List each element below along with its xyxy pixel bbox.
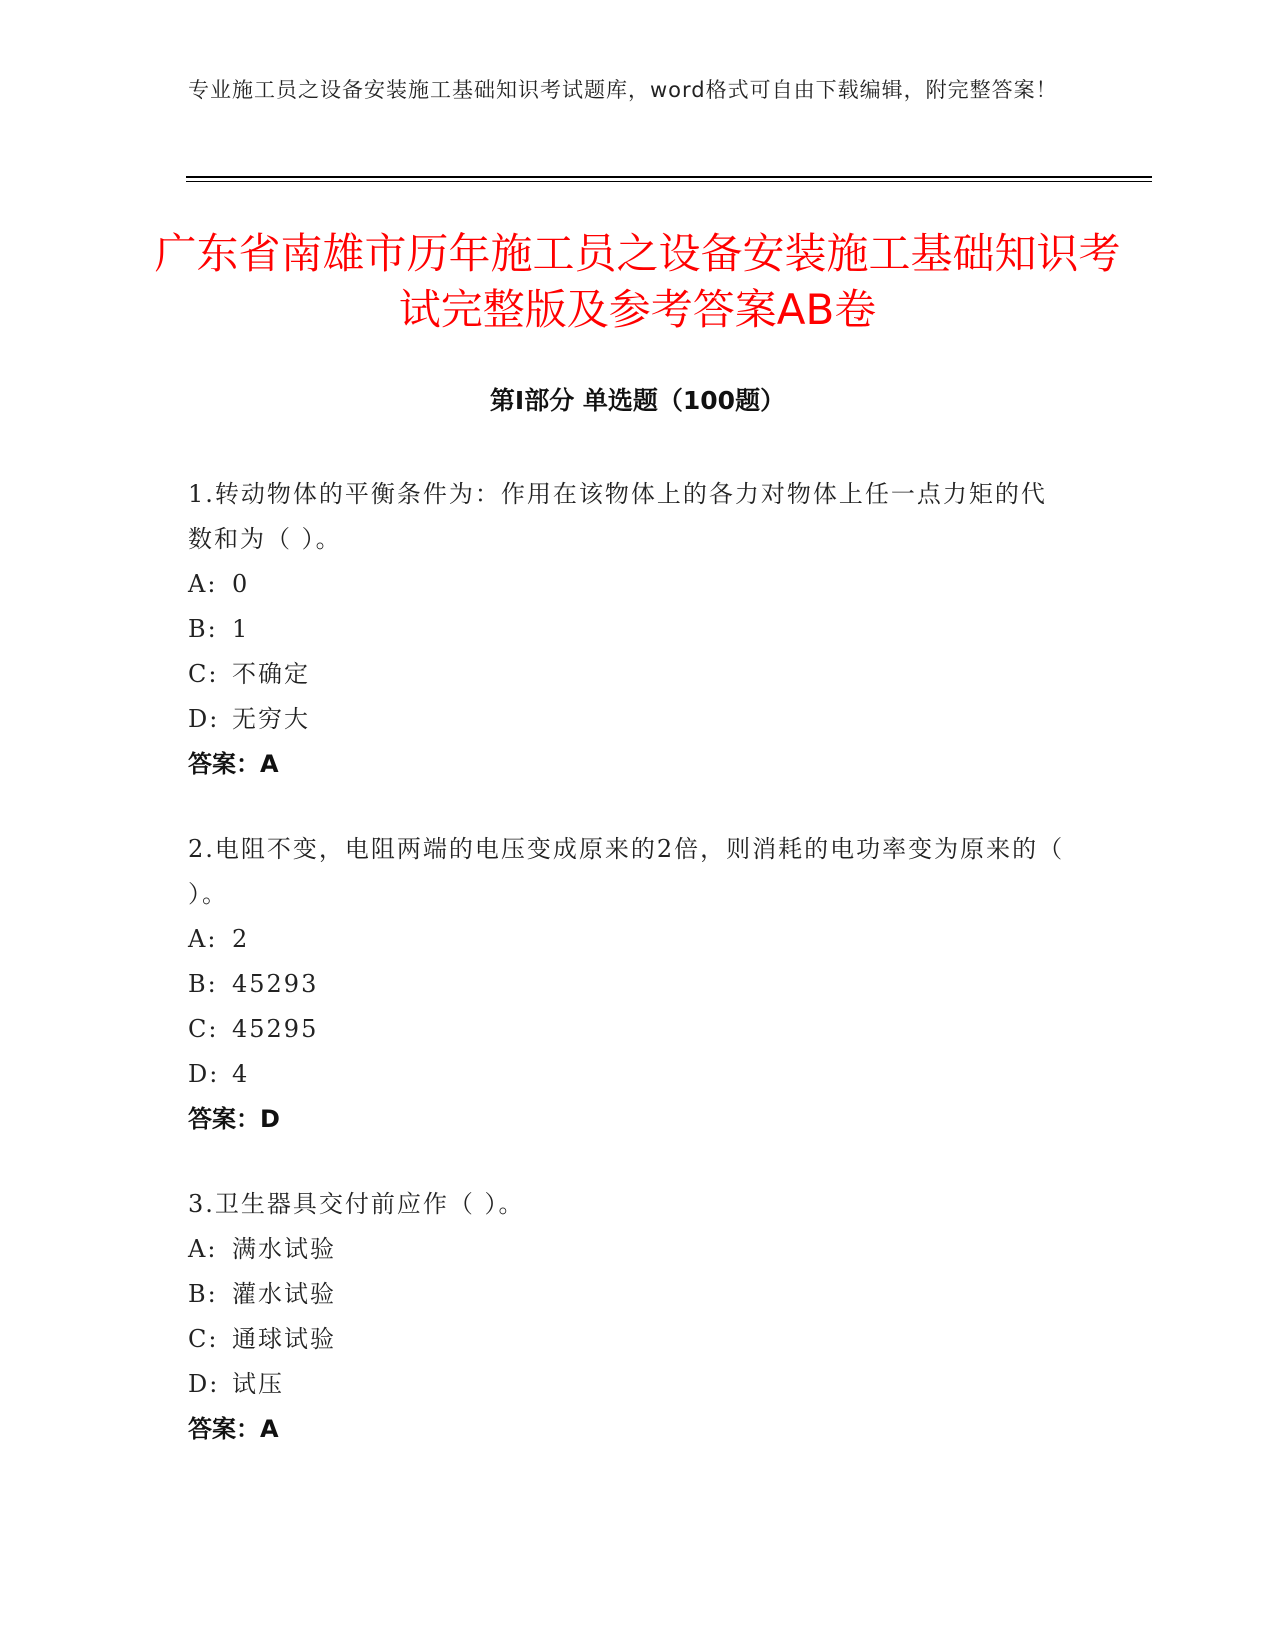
option-letter: D: <box>188 1370 220 1398</box>
option-text: 2 <box>232 925 250 953</box>
option-b <box>188 962 1068 1007</box>
header-divider-thick <box>186 176 1152 178</box>
option-letter: D: <box>188 1060 220 1088</box>
option-text: 45293 <box>232 970 319 998</box>
option-d <box>188 697 1068 742</box>
option-letter: D: <box>188 705 220 733</box>
option-letter: C: <box>188 660 219 688</box>
option-text: 1 <box>232 615 250 643</box>
option-c <box>188 1317 1068 1362</box>
option-c <box>188 652 1068 697</box>
option-text: 不确定 <box>232 660 310 688</box>
option-letter: A: <box>188 1235 218 1263</box>
document-title: 广东省南雄市历年施工员之设备安装施工基础知识考试完整版及参考答案AB卷 <box>154 229 1121 334</box>
answer-label: 答案：D <box>188 1105 280 1133</box>
option-text: 4 <box>232 1060 250 1088</box>
option-text: 满水试验 <box>232 1235 336 1263</box>
option-letter: C: <box>188 1325 219 1353</box>
section-heading: 第Ⅰ部分 单选题（100题） <box>489 386 786 415</box>
option-b <box>188 607 1068 652</box>
option-letter: B: <box>188 1280 218 1308</box>
option-text: 通球试验 <box>232 1325 336 1353</box>
option-b <box>188 1272 1068 1317</box>
question-3 <box>188 1182 1068 1452</box>
option-letter: B: <box>188 615 218 643</box>
option-a <box>188 562 1068 607</box>
option-letter: A: <box>188 570 218 598</box>
answer-label: 答案：A <box>188 1415 279 1443</box>
option-text: 45295 <box>232 1015 319 1043</box>
header-divider-thin <box>186 181 1152 182</box>
option-letter: A: <box>188 925 218 953</box>
option-d <box>188 1052 1068 1097</box>
question-1 <box>188 472 1068 787</box>
option-text: 0 <box>232 570 250 598</box>
question-stem: 2.电阻不变，电阻两端的电压变成原来的2倍，则消耗的电功率变为原来的（ ）。 <box>188 835 1065 908</box>
option-letter: C: <box>188 1015 219 1043</box>
header-note: 专业施工员之设备安装施工基础知识考试题库，word格式可自由下载编辑，附完整答案！ <box>188 78 1058 102</box>
answer-label: 答案：A <box>188 750 279 778</box>
question-list <box>188 472 1068 1492</box>
option-text: 试压 <box>232 1370 284 1398</box>
option-c <box>188 1007 1068 1052</box>
option-text: 灌水试验 <box>232 1280 336 1308</box>
question-stem: 1.转动物体的平衡条件为：作用在该物体上的各力对物体上任一点力矩的代数和为（ ）。 <box>188 480 1047 553</box>
option-text: 无穷大 <box>232 705 310 733</box>
option-letter: B: <box>188 970 218 998</box>
option-a <box>188 917 1068 962</box>
option-d <box>188 1362 1068 1407</box>
question-2 <box>188 827 1068 1142</box>
option-a <box>188 1227 1068 1272</box>
question-stem: 3.卫生器具交付前应作（ ）。 <box>188 1190 525 1218</box>
